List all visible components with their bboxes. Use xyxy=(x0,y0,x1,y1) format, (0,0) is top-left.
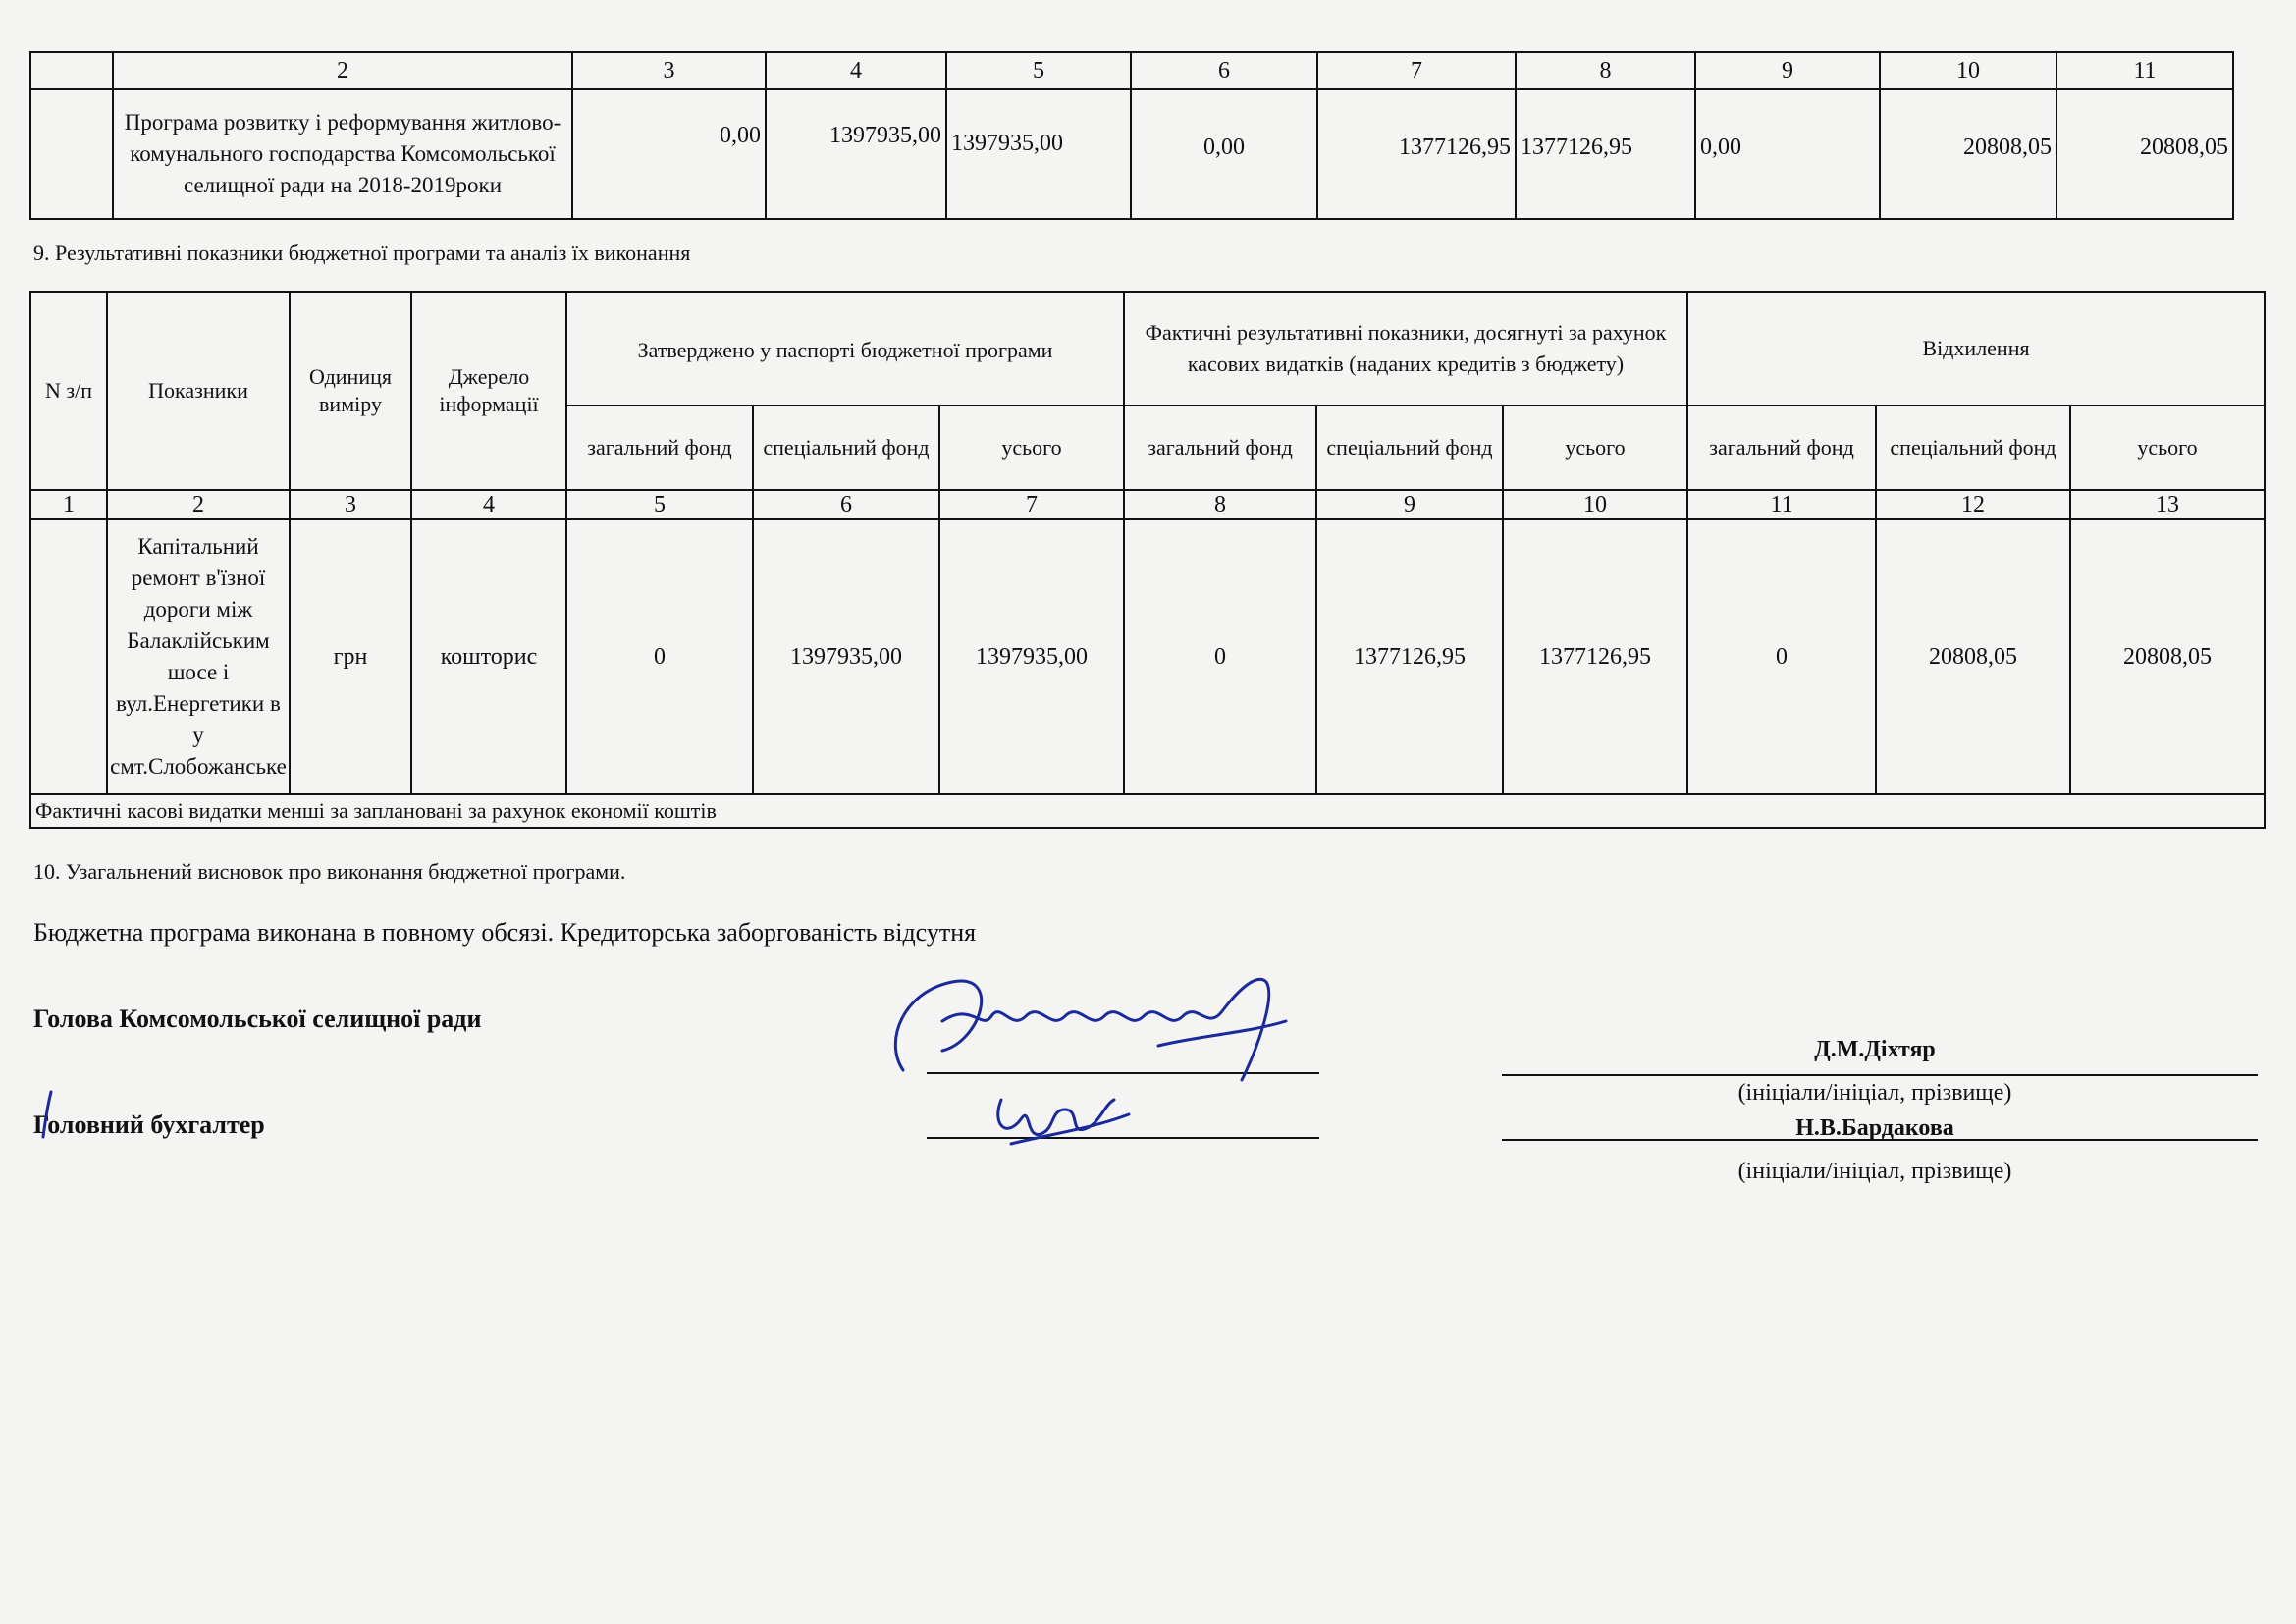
table-cell: 9 xyxy=(1695,52,1880,89)
table-cell: 6 xyxy=(1131,52,1317,89)
value-cell: 0 xyxy=(566,519,753,794)
column-number: 5 xyxy=(566,490,753,519)
column-number: 3 xyxy=(290,490,411,519)
header-special-fund: спеціальний фонд xyxy=(1316,406,1503,490)
column-number: 4 xyxy=(411,490,566,519)
column-number: 9 xyxy=(1316,490,1503,519)
accountant-signature-icon xyxy=(982,1080,1139,1159)
table-cell: 1397935,00 xyxy=(766,89,946,219)
head-signature-icon xyxy=(864,962,1315,1100)
table-cell: 20808,05 xyxy=(1880,89,2056,219)
column-number: 13 xyxy=(2070,490,2265,519)
header-indicators: Показники xyxy=(107,292,290,490)
table-cell: 2 xyxy=(113,52,572,89)
header-general-fund: загальний фонд xyxy=(566,406,753,490)
header-special-fund: спеціальний фонд xyxy=(753,406,939,490)
column-number: 12 xyxy=(1876,490,2070,519)
header-total: усього xyxy=(2070,406,2265,490)
value-cell: 1397935,00 xyxy=(939,519,1124,794)
table-row xyxy=(30,89,2233,219)
table-header-row xyxy=(30,292,2265,406)
row-number xyxy=(30,519,107,794)
header-actual: Фактичні результативні показники, досягнуті за рахунок касових видатків (наданих кредитів з бюджету) xyxy=(1124,292,1687,406)
accountant-title: Головний бухгалтер xyxy=(33,1110,265,1139)
header-deviation: Відхилення xyxy=(1687,292,2265,406)
table-cell: 11 xyxy=(2056,52,2233,89)
deviation-note: Фактичні касові видатки менші за заплановані за рахунок економії коштів xyxy=(30,794,2265,828)
value-cell: 1377126,95 xyxy=(1316,519,1503,794)
table-cell: 7 xyxy=(1317,52,1516,89)
table-cell: 1377126,95 xyxy=(1317,89,1516,219)
indicator-name-cell: Капітальний ремонт в'їзної дороги між Балаклійським шосе і вул.Енергетики в у смт.Слобожанське xyxy=(107,519,290,794)
value-cell: 20808,05 xyxy=(1876,519,2070,794)
unit-cell: грн xyxy=(290,519,411,794)
head-title: Голова Комсомольської селищної ради xyxy=(33,1004,482,1033)
header-total: усього xyxy=(1503,406,1687,490)
header-total: усього xyxy=(939,406,1124,490)
column-number: 10 xyxy=(1503,490,1687,519)
column-number: 11 xyxy=(1687,490,1876,519)
header-special-fund: спеціальний фонд xyxy=(1876,406,2070,490)
value-cell: 1397935,00 xyxy=(753,519,939,794)
value-cell: 0 xyxy=(1124,519,1316,794)
note-row xyxy=(30,794,2265,828)
head-name-caption: (ініціали/ініціал, прізвище) xyxy=(1737,1080,2012,1106)
value-cell: 0 xyxy=(1687,519,1876,794)
column-number: 6 xyxy=(753,490,939,519)
header-approved: Затверджено у паспорті бюджетної програми xyxy=(566,292,1124,406)
table-cell: 8 xyxy=(1516,52,1695,89)
margin-mark-icon xyxy=(39,1090,59,1139)
header-num: N з/п xyxy=(30,292,107,490)
accountant-name: Н.В.Бардакова xyxy=(1795,1115,1954,1141)
column-number: 7 xyxy=(939,490,1124,519)
table-row xyxy=(30,519,2265,794)
value-cell: 1377126,95 xyxy=(1503,519,1687,794)
table-cell: 0,00 xyxy=(572,89,766,219)
source-cell: кошторис xyxy=(411,519,566,794)
head-name: Д.М.Діхтяр xyxy=(1814,1037,1936,1062)
section-9-title: 9. Результативні показники бюджетної програми та аналіз їх виконання xyxy=(33,241,691,265)
program-name-cell: Програма розвитку і реформування житлово-комунального господарства Комсомольської селищної ради на 2018-2019роки xyxy=(113,89,572,219)
value-cell: 20808,05 xyxy=(2070,519,2265,794)
column-number: 8 xyxy=(1124,490,1316,519)
table-cell: 20808,05 xyxy=(2056,89,2233,219)
column-number: 2 xyxy=(107,490,290,519)
table-cell: 3 xyxy=(572,52,766,89)
table-cell: 10 xyxy=(1880,52,2056,89)
head-name-line xyxy=(1502,1074,2258,1076)
accountant-name-caption: (ініціали/ініціал, прізвище) xyxy=(1737,1159,2012,1184)
table-cell xyxy=(30,52,113,89)
table-cell xyxy=(30,89,113,219)
column-numbers-row xyxy=(30,490,2265,519)
column-number: 1 xyxy=(30,490,107,519)
table-cell: 1377126,95 xyxy=(1516,89,1695,219)
table-cell: 0,00 xyxy=(1131,89,1317,219)
table-cell: 0,00 xyxy=(1695,89,1880,219)
table-cell: 1397935,00 xyxy=(946,89,1131,219)
table-cell: 5 xyxy=(946,52,1131,89)
header-general-fund: загальний фонд xyxy=(1124,406,1316,490)
program-expenses-table xyxy=(29,51,2234,220)
header-unit: Одиниця виміру xyxy=(290,292,411,490)
table-header-row xyxy=(30,52,2233,89)
section-10-title: 10. Узагальнений висновок про виконання бюджетної програми. xyxy=(33,859,626,884)
header-source: Джерело інформації xyxy=(411,292,566,490)
header-general-fund: загальний фонд xyxy=(1687,406,1876,490)
performance-indicators-table xyxy=(29,291,2266,829)
table-cell: 4 xyxy=(766,52,946,89)
conclusion-text: Бюджетна програма виконана в повному обсязі. Кредиторська заборгованість відсутня xyxy=(33,918,977,947)
